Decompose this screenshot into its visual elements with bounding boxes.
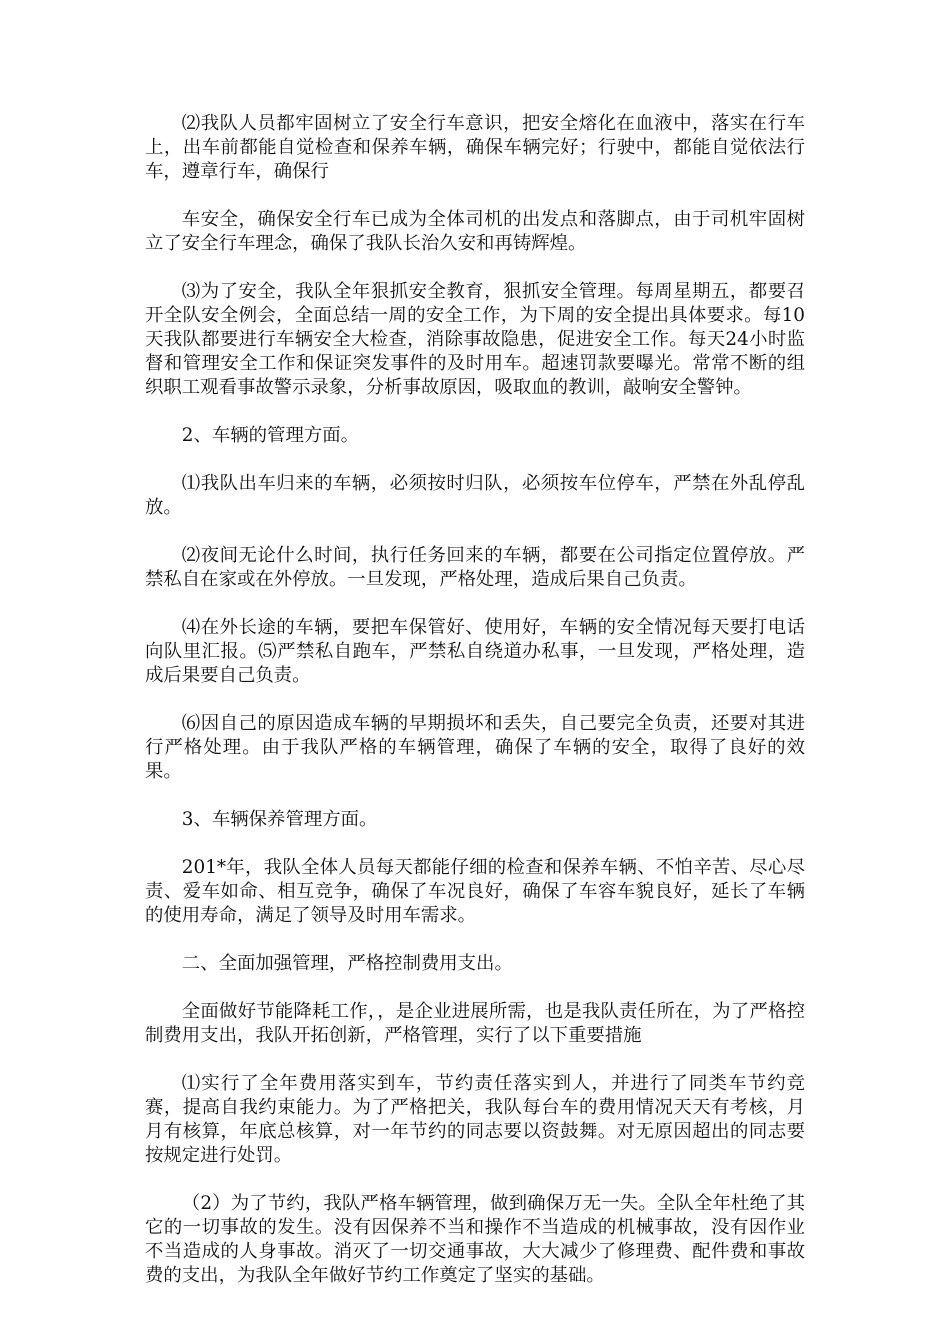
- section-heading: 2、车辆的管理方面。: [181, 425, 360, 446]
- section-heading: 二、全面加强管理，严格控制费用支出。: [181, 953, 513, 974]
- document-body: [145, 112, 805, 1312]
- paragraph: ⑵夜间无论什么时间，执行任务回来的车辆，都要在公司指定位置停放。严禁私自在家或在外停放。一旦发现，严格处理，造成后果自己负责。: [145, 545, 805, 590]
- paragraph: ⑵我队人员都牢固树立了安全行车意识，把安全熔化在血液中，落实在行车上，出车前都能自觉检查和保养车辆，确保车辆完好；行驶中，都能自觉依法行车，遵章行车，确保行: [145, 113, 805, 182]
- paragraph: 全面做好节能降耗工作，，是企业进展所需，也是我队责任所在，为了严格控制费用支出，我队开拓创新，严格管理，实行了以下重要措施: [145, 1001, 805, 1046]
- paragraph: 车安全，确保安全行车已成为全体司机的出发点和落脚点，由于司机牢固树立了安全行车理念，确保了我队长治久安和再铸辉煌。: [145, 209, 805, 254]
- paragraph: ⑹因自己的原因造成车辆的早期损坏和丢失，自己要完全负责，还要对其进行严格处理。由于我队严格的车辆管理，确保了车辆的安全，取得了良好的效果。: [145, 713, 805, 782]
- paragraph: ⑶为了安全，我队全年狠抓安全教育，狠抓安全管理。每周星期五，都要召开全队安全例会，全面总结一周的安全工作，为下周的安全提出具体要求。每10天我队都要进行车辆安全大检查，消除事故隐患，促进安全工作。每天24小时监督和管理安全工作和保证突发事件的及时用车。超速罚款要曝光。常常不断的组织职工观看事故警示录象，分析事故原因，吸取血的教训，敲响安全警钟。: [145, 281, 805, 398]
- paragraph: ⑴实行了全年费用落实到车，节约责任落实到人，并进行了同类车节约竞赛，提高自我约束能力。为了严格把关，我队每台车的费用情况天天有考核，月月有核算，年底总核算，对一年节约的同志要以资鼓舞。对无原因超出的同志要按规定进行处罚。: [145, 1073, 805, 1166]
- section-heading: 3、车辆保养管理方面。: [181, 809, 378, 830]
- paragraph: （2）为了节约，我队严格车辆管理，做到确保万无一失。全队全年杜绝了其它的一切事故的发生。没有因保养不当和操作不当造成的机械事故，没有因作业不当造成的人身事故。消灭了一切交通事故，大大减少了修理费、配件费和事故费的支出，为我队全年做好节约工作奠定了坚实的基础。: [145, 1193, 805, 1286]
- paragraph: ⑷在外长途的车辆，要把车保管好、使用好，车辆的安全情况每天要打电话向队里汇报。⑸严禁私自跑车，严禁私自绕道办私事，一旦发现，严格处理，造成后果要自己负责。: [145, 617, 805, 686]
- paragraph: 201*年，我队全体人员每天都能仔细的检查和保养车辆、不怕辛苦、尽心尽责、爱车如命、相互竞争，确保了车况良好，确保了车容车貌良好，延长了车辆的使用寿命，满足了领导及时用车需求。: [145, 857, 805, 926]
- paragraph: ⑴我队出车归来的车辆，必须按时归队，必须按车位停车，严禁在外乱停乱放。: [145, 473, 805, 518]
